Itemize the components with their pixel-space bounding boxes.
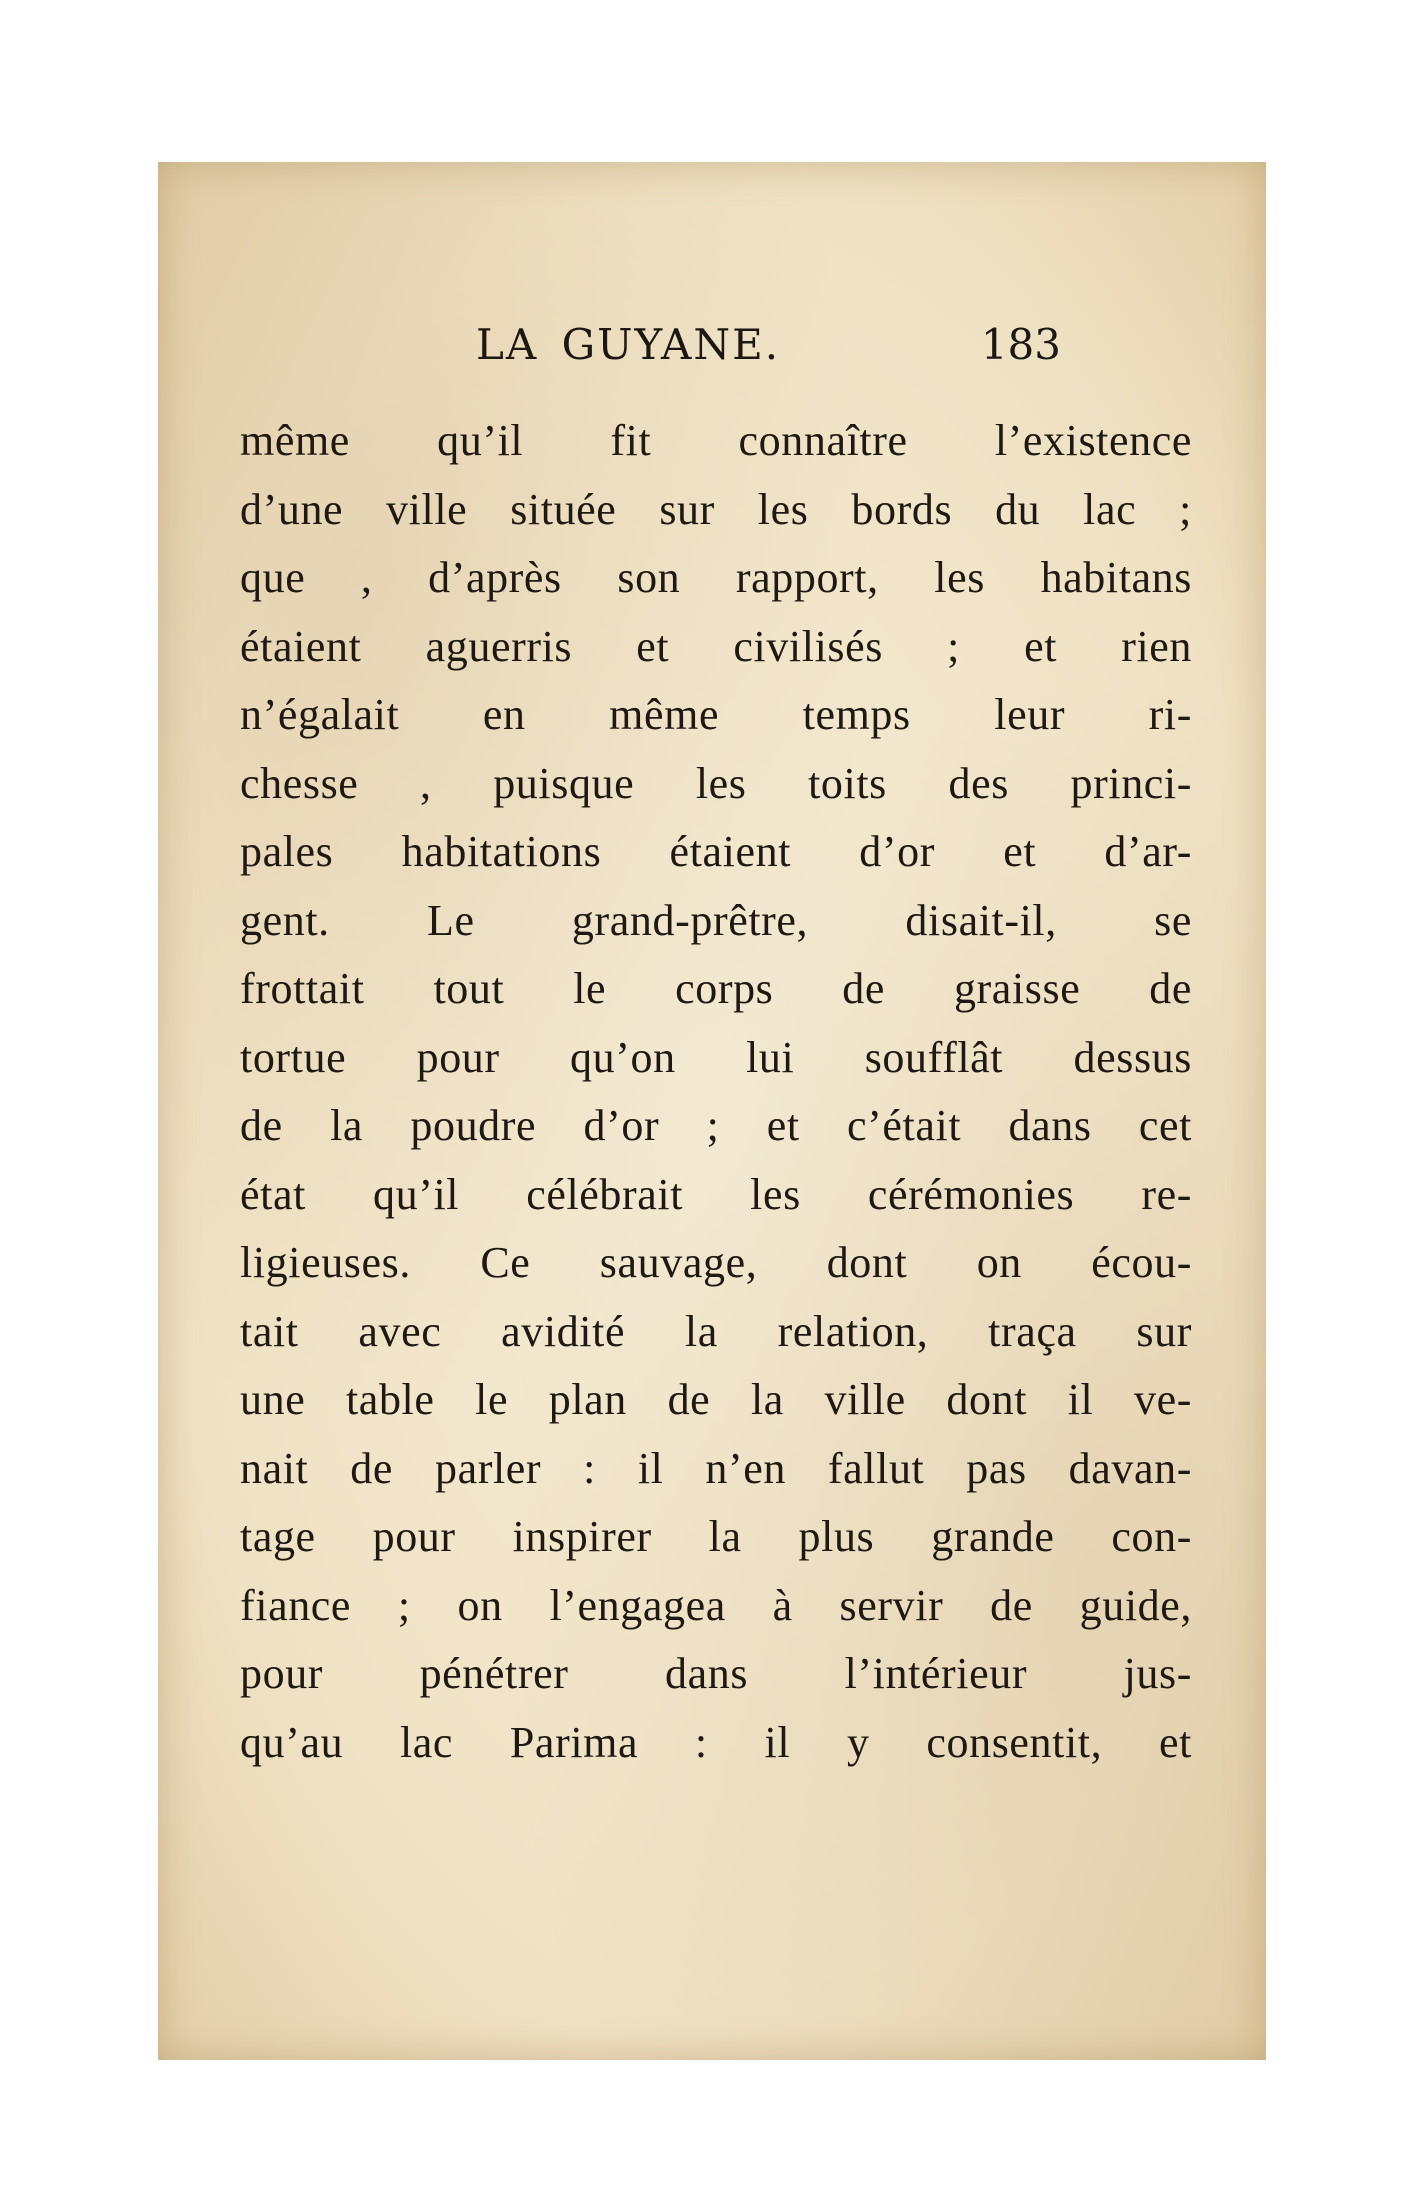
text-line: gent. Le grand-prêtre, disait-il, se: [240, 895, 1192, 945]
page-header: [158, 320, 1266, 390]
text-line: nait de parler : il n’en fallut pas davan-: [240, 1443, 1192, 1493]
text-line: état qu’il célébrait les cérémonies re-: [240, 1169, 1192, 1219]
text-line: frottait tout le corps de graisse de: [240, 964, 1192, 1013]
text-line: n’égalait en même temps leur ri-: [240, 690, 1192, 739]
body-text: [240, 407, 1192, 1777]
text-line: tortue pour qu’on lui soufflât dessus: [240, 1032, 1192, 1082]
text-line: pour pénétrer dans l’intérieur jus-: [240, 1649, 1192, 1698]
text-line: ligieuses. Ce sauvage, dont on écou-: [240, 1238, 1192, 1287]
book-page: [158, 162, 1266, 2060]
text-line: étaient aguerris et civilisés ; et rien: [240, 621, 1192, 671]
text-line: tait avec avidité la relation, traça sur: [240, 1306, 1192, 1356]
text-line: même qu’il fit connaître l’existence: [240, 416, 1192, 465]
running-title: LA GUYANE.: [476, 320, 781, 369]
text-line: chesse , puisque les toits des princi-: [240, 758, 1192, 808]
text-line: que , d’après son rapport, les habitans: [240, 553, 1192, 602]
text-line: d’une ville située sur les bords du lac ;: [240, 484, 1192, 534]
text-line: fiance ; on l’engagea à servir de guide,: [240, 1580, 1192, 1630]
text-line: de la poudre d’or ; et c’était dans cet: [240, 1101, 1192, 1150]
text-line: qu’au lac Parima : il y consentit, et: [240, 1717, 1192, 1767]
page-number: 183: [980, 320, 1061, 369]
text-line: tage pour inspirer la plus grande con-: [240, 1512, 1192, 1561]
text-line: une table le plan de la ville dont il ve-: [240, 1375, 1192, 1424]
text-line: pales habitations étaient d’or et d’ar-: [240, 827, 1192, 876]
